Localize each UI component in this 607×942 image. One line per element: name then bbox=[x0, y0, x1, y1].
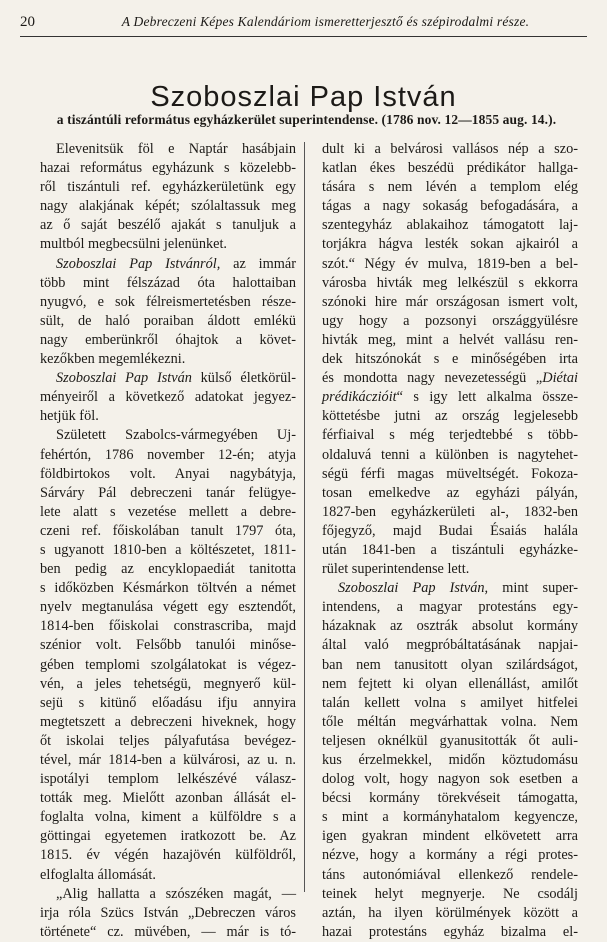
text-line: tosan emelkedve az egyházi pályán, bbox=[322, 484, 578, 501]
text-line: nagy emberünkről óhajtok a követ- bbox=[40, 331, 296, 348]
text-line: intendens, a magyar protestáns egy- bbox=[322, 599, 578, 616]
text-line: őt iskolai teljes pályafutása bevégez- bbox=[40, 732, 296, 749]
text-line: több mint félszázad óta halottaiban bbox=[40, 274, 296, 291]
text-line: után 1841-ben a tiszántuli egyházke- bbox=[322, 541, 578, 558]
text-line: vén, a jeles tehetségü, megnyerő kül- bbox=[40, 675, 296, 692]
text-line: Elevenitsük föl e Naptár hasábjain bbox=[56, 141, 296, 157]
text-line: ban nem tanusitott olyan szilárdságot, bbox=[322, 656, 578, 673]
text-line: szénior volt. Felsőbb tanulói minőse- bbox=[40, 637, 296, 654]
text-line: szót.“ Négy év mulva, 1819-ben a bel- bbox=[322, 255, 578, 272]
text-line: Szoboszlai Pap István, mint super- bbox=[338, 580, 578, 597]
text-line: elfoglalta állomását. bbox=[40, 866, 156, 883]
text-line: nyelv megtanulása végett egy esztendőt, bbox=[40, 599, 296, 616]
text-line: ugy hogy a pozsonyi országgyülésre bbox=[322, 312, 578, 329]
text-line: 1815. év végén hazajövén külföldről, bbox=[40, 847, 296, 864]
text-line: nézve, hogy a kormány a régi protes- bbox=[322, 847, 578, 864]
text-line: főjegyző, majd Budai Ésaiás halála bbox=[322, 522, 578, 539]
text-line: hetjük föl. bbox=[40, 408, 99, 425]
text-line: teljesen oknélkül gyanusitották őt auli- bbox=[322, 732, 578, 749]
text-line: hazai református egyházunk s közelebb- bbox=[40, 160, 296, 177]
text-line: Szoboszlai Pap Istvánról, az immár bbox=[56, 255, 296, 272]
text-line: története“ cz. müvében, — már is tó- bbox=[40, 923, 296, 940]
column-divider bbox=[304, 142, 305, 892]
text-line: gében templomi szolgálatokat is végez- bbox=[40, 656, 296, 673]
text-line: által való megpróbáltatásának napjai- bbox=[322, 637, 578, 654]
text-line: foglalta volna, kiment a külföldre s a bbox=[40, 809, 296, 826]
text-line: tására s nem lévén a templom elég bbox=[322, 179, 578, 196]
text-line: „Alig hallatta a szószéken magát, — bbox=[56, 885, 296, 902]
text-line: nem fejtett ki olyan ellenállást, amilőt bbox=[322, 675, 578, 692]
running-header bbox=[20, 10, 587, 37]
text-line: ben pedig az encyklopaediát tanitotta bbox=[40, 561, 296, 578]
text-line: teinek helyt megnyerje. Ne csodálj bbox=[322, 885, 578, 902]
right-column bbox=[322, 140, 578, 942]
text-line: sült, de haló poraiban áldott emlékü bbox=[40, 312, 296, 329]
text-line: sejü s kitünő előadásu ifju annyira bbox=[40, 694, 296, 711]
text-line: fehértón, 1786 november 12-én; atyja bbox=[40, 446, 296, 463]
text-line: hivták meg, mint a helvét vallásu ren- bbox=[322, 331, 578, 348]
text-line: ről tiszántuli ref. egyházkerületünk egy bbox=[40, 179, 296, 196]
text-line: Született Szabolcs-vármegyében Uj- bbox=[56, 427, 296, 444]
text-line: tágas a nagy sokaság befogadására, a bbox=[322, 198, 578, 215]
page-number: 20 bbox=[20, 14, 35, 30]
text-line: dult ki a belvárosi vallásos nép a szo- bbox=[322, 141, 578, 157]
text-line: kezőkben megemlékezni. bbox=[40, 351, 186, 368]
text-line: igen gyakran mindent elkövetett arra bbox=[322, 828, 578, 845]
text-line: 1827-ben egyházkerületi al-, 1832-ben bbox=[322, 503, 578, 520]
text-line: földbirtokos volt. Anyai nagybátyja, bbox=[40, 465, 296, 482]
text-line: ményeiről a következő adatokat jegyez- bbox=[40, 389, 296, 406]
article-title: Szoboszlai Pap István bbox=[150, 81, 457, 114]
article-subtitle: a tiszántúli református egyházkerület superintendense. (1786 nov. 12—1855 aug. 14.). bbox=[56, 112, 557, 127]
text-line: 1814-ben főiskolai constrascriba, majd bbox=[40, 618, 296, 635]
text-line: göttingai egyetemen iratkozott be. Az bbox=[40, 828, 296, 845]
text-line: az ő saját beszélő ajakát s tanuljuk a bbox=[40, 217, 296, 234]
text-line: és mondotta nagy nevezetességü „Diétai bbox=[322, 370, 578, 387]
text-line: táns autonómiával ellenkező rendele- bbox=[322, 866, 578, 883]
text-line: városba hivták meg lelkészül s ekkorra bbox=[322, 274, 578, 291]
text-line: s ugyanott 1810-ben a költészetet, 1811- bbox=[40, 541, 296, 558]
text-line: katlan ékes beszédü prédikátor hallga- bbox=[322, 160, 578, 177]
text-line: s időközben Késmárkon töltvén a német bbox=[40, 580, 296, 597]
text-line: s mint a kormányhatalom kegyencze, bbox=[322, 809, 578, 826]
text-line: szentegyház ablakaihoz támogatott laj- bbox=[322, 217, 578, 234]
text-line: házaknak az osztrák absolut kormány bbox=[322, 618, 578, 635]
text-line: ispotályi templom lelkészévé válasz- bbox=[40, 771, 296, 788]
text-line: lete alatt s vezetése mellett a debre- bbox=[40, 503, 296, 520]
text-line: tével, már 1814-ben a külvárosi, az u. n. bbox=[40, 752, 296, 768]
text-line: oldaluvá tenni a különben is nagytehet- bbox=[322, 446, 578, 463]
text-line: czeni ref. főiskolában tanult 1797 óta, bbox=[40, 522, 296, 539]
text-line: multból megbecsülni jelenünket. bbox=[40, 236, 228, 253]
text-line: nagy alakjának képét; szólaltassuk meg bbox=[40, 198, 296, 215]
left-column bbox=[40, 140, 296, 942]
text-line: megtetszett a debreczeni hiveknek, hogy bbox=[40, 713, 296, 730]
text-line: Szoboszlai Pap István külső életkörül- bbox=[56, 370, 296, 387]
text-line: nyugvó, e sok félreismertetésben része- bbox=[40, 293, 296, 310]
text-line: torjákra hágva lesték sokan ajkairól a bbox=[322, 236, 578, 253]
text-line: tották meg. Mielőtt azonban állását el- bbox=[40, 790, 296, 807]
text-line: férfiaival s még terjedtebbé s több- bbox=[322, 427, 578, 444]
text-line: dolog volt, hogy nagyon sok esetben a bbox=[322, 771, 578, 788]
text-line: prédikáczióit“ s igy lett alkalma össze- bbox=[322, 389, 578, 406]
text-line: irja róla Szücs István „Debreczen város bbox=[40, 904, 296, 921]
running-title: A Debreczeni Képes Kalendáriom ismeretterjesztő és szépirodalmi része. bbox=[121, 14, 530, 29]
text-line: hazai protestáns egyház bizalma el- bbox=[322, 923, 578, 940]
text-line: talán kellett volna s amilyet hitfelei bbox=[322, 694, 578, 711]
text-line: aztán, ha ilyen körülmények között a bbox=[322, 904, 578, 921]
text-line: tőle méltán megvárhattak volna. Nem bbox=[322, 713, 578, 730]
text-line: szónoki hire már országosan ismert volt, bbox=[322, 293, 578, 310]
text-line: rület superintendense lett. bbox=[322, 561, 470, 578]
text-line: ségü férfi magas müveltségét. Fokoza- bbox=[322, 465, 578, 482]
text-line: bécsi kormány törekvéseit támogatta, bbox=[322, 790, 578, 807]
text-line: köttetésbe jutni az ország legjelesebb bbox=[322, 408, 578, 425]
text-line: dek hitszónokát s e minőségében irta bbox=[322, 351, 578, 368]
text-line: Sárváry Pál debreczeni tanár felügye- bbox=[40, 484, 296, 501]
text-line: kus érzelmekkel, midőn köztudomásu bbox=[322, 752, 578, 768]
